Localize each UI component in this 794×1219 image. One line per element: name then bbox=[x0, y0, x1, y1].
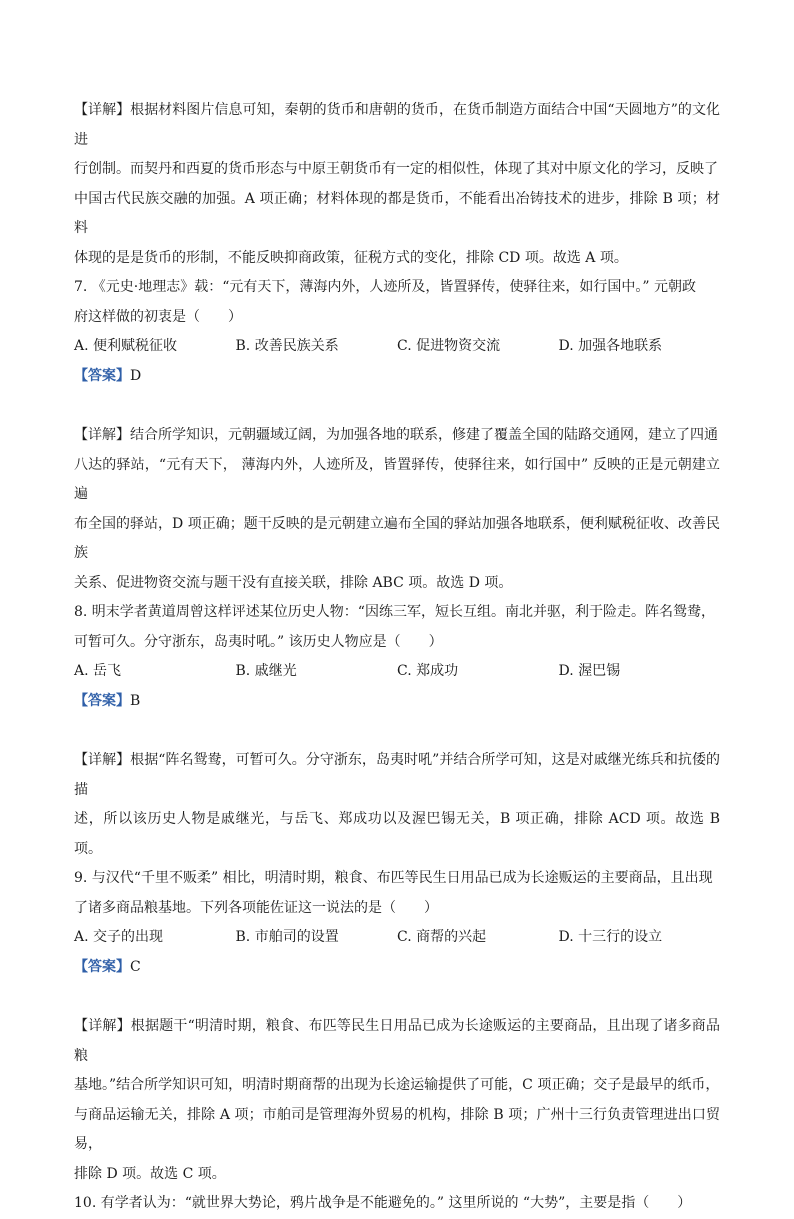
q8-stem-line-2: 可暂可久。分守浙东，岛夷时吼。” 该历史人物应是（ ） bbox=[74, 633, 443, 650]
detail-q6-line-2: 行创制。而契丹和西夏的货币形态与中原王朝货币有一定的相似性，体现了其对中原文化的学习，反映了 bbox=[74, 161, 718, 177]
detail-q6-line-3: 中国古代民族交融的加强。A 项正确；材料体现的都是货币，不能看出冶铸技术的进步，排除 B 项；材料 bbox=[74, 190, 720, 236]
detail-label: 【详解】 bbox=[74, 1018, 131, 1034]
answer-label: 【答案】 bbox=[74, 692, 130, 709]
q7-stem-line-1: 7. 《元史·地理志》载：“元有天下，薄海内外，人迹所及，皆置驿传，使驿往来，如行国中。” 元朝政 bbox=[74, 279, 697, 295]
q7-detail-line-2: 八达的驿站，“元有天下， 薄海内外，人迹所及，皆置驿传，使驿往来，如行国中” 反映的正是元朝建立遍 bbox=[74, 456, 720, 502]
q7-option-a: A. 便利赋税征收 bbox=[74, 338, 178, 354]
q9-stem-line-2: 了诸多商品粮基地。下列各项能佐证这一说法的是（ ） bbox=[74, 899, 438, 916]
q8-detail-line-2: 述，所以该历史人物是戚继光，与岳飞、郑成功以及渥巴锡无关，B 项正确，排除 ACD 项。故选 B 项。 bbox=[74, 811, 720, 857]
q9-answer-value: C bbox=[130, 958, 141, 975]
q9-detail-line-3: 与商品运输无关，排除 A 项；市舶司是管理海外贸易的机构，排除 B 项；广州十三行负责管理进出口贸易， bbox=[74, 1106, 720, 1152]
q8-options bbox=[74, 657, 720, 687]
q7-detail-line-1 bbox=[74, 421, 720, 451]
q10-stem-line-1: 10. 有学者认为：“就世界大势论，鸦片战争是不能避免的。” 这里所说的 “大势”，主要是指（ ） bbox=[74, 1195, 692, 1211]
q7-detail-text-1: 结合所学知识，元朝疆域辽阔，为加强各地的联系，修建了覆盖全国的陆路交通网，建立了四通 bbox=[130, 427, 718, 443]
q7-answer bbox=[74, 362, 720, 392]
document-page bbox=[74, 96, 720, 1219]
q9-option-c: C. 商帮的兴起 bbox=[397, 929, 487, 945]
question-9 bbox=[74, 864, 720, 1189]
q8-answer bbox=[74, 687, 720, 717]
q8-option-d: D. 渥巴锡 bbox=[558, 663, 621, 679]
q8-option-a: A. 岳飞 bbox=[74, 663, 122, 679]
q8-detail-text-1: 根据“阵名鸳鸯，可暂可久。分守浙东，岛夷时吼”并结合所学可知，这是对戚继光练兵和抗倭的描 bbox=[74, 752, 721, 798]
q8-option-b: B. 戚继光 bbox=[235, 663, 297, 679]
question-10 bbox=[74, 1189, 720, 1219]
q7-answer-value: D bbox=[130, 367, 142, 384]
q9-detail-text-1: 根据题干“明清时期，粮食、布匹等民生日用品已成为长途贩运的主要商品，且出现了诸多商品粮 bbox=[74, 1018, 721, 1064]
q7-detail-line-3: 布全国的驿站，D 项正确；题干反映的是元朝建立遍布全国的驿站加强各地联系，便利赋税征收、改善民族 bbox=[74, 515, 720, 561]
q7-detail-line-4: 关系、促进物资交流与题干没有直接关联，排除 ABC 项。故选 D 项。 bbox=[74, 574, 513, 591]
answer-label: 【答案】 bbox=[74, 958, 130, 975]
q7-option-b: B. 改善民族关系 bbox=[235, 338, 339, 354]
q9-option-a: A. 交子的出现 bbox=[74, 929, 164, 945]
q7-option-c: C. 促进物资交流 bbox=[397, 338, 501, 354]
q9-detail-line-4: 排除 D 项。故选 C 项。 bbox=[74, 1165, 226, 1182]
q9-option-d: D. 十三行的设立 bbox=[558, 929, 663, 945]
q7-stem-line-2: 府这样做的初衷是（ ） bbox=[74, 308, 242, 325]
detail-q6-line-4: 体现的是是货币的形制，不能反映抑商政策，征税方式的变化，排除 CD 项。故选 A 项。 bbox=[74, 249, 628, 266]
q7-option-d: D. 加强各地联系 bbox=[558, 338, 663, 354]
q8-answer-value: B bbox=[130, 692, 141, 709]
answer-label: 【答案】 bbox=[74, 367, 130, 384]
detail-q6-text-1: 根据材料图片信息可知，秦朝的货币和唐朝的货币，在货币制造方面结合中国“天圆地方”的文化进 bbox=[74, 102, 721, 148]
q9-stem-line-1: 9. 与汉代“千里不贩柔” 相比，明清时期，粮食、布匹等民生日用品已成为长途贩运的主要商品，且出现 bbox=[74, 870, 713, 886]
question-7 bbox=[74, 273, 720, 598]
q8-option-c: C. 郑成功 bbox=[397, 663, 459, 679]
detail-label: 【详解】 bbox=[74, 102, 131, 118]
q7-options bbox=[74, 332, 720, 362]
q9-detail-line-1 bbox=[74, 1012, 720, 1071]
detail-q6 bbox=[74, 96, 720, 273]
detail-label: 【详解】 bbox=[74, 427, 130, 443]
detail-q6-line-1 bbox=[74, 96, 720, 155]
q9-options bbox=[74, 923, 720, 953]
question-8 bbox=[74, 598, 720, 864]
q8-stem-line-1: 8. 明末学者黄道周曾这样评述某位历史人物：“因练三军，短长互组。南北并驱，利于险走。阵名鸳鸯， bbox=[74, 604, 715, 620]
detail-label: 【详解】 bbox=[74, 752, 131, 768]
q9-detail-line-2: 基地。”结合所学知识可知，明清时期商帮的出现为长途运输提供了可能，C 项正确；交子是最早的纸币， bbox=[74, 1077, 720, 1093]
q9-option-b: B. 市舶司的设置 bbox=[235, 929, 339, 945]
q8-detail-line-1 bbox=[74, 746, 720, 805]
q9-answer bbox=[74, 953, 720, 983]
